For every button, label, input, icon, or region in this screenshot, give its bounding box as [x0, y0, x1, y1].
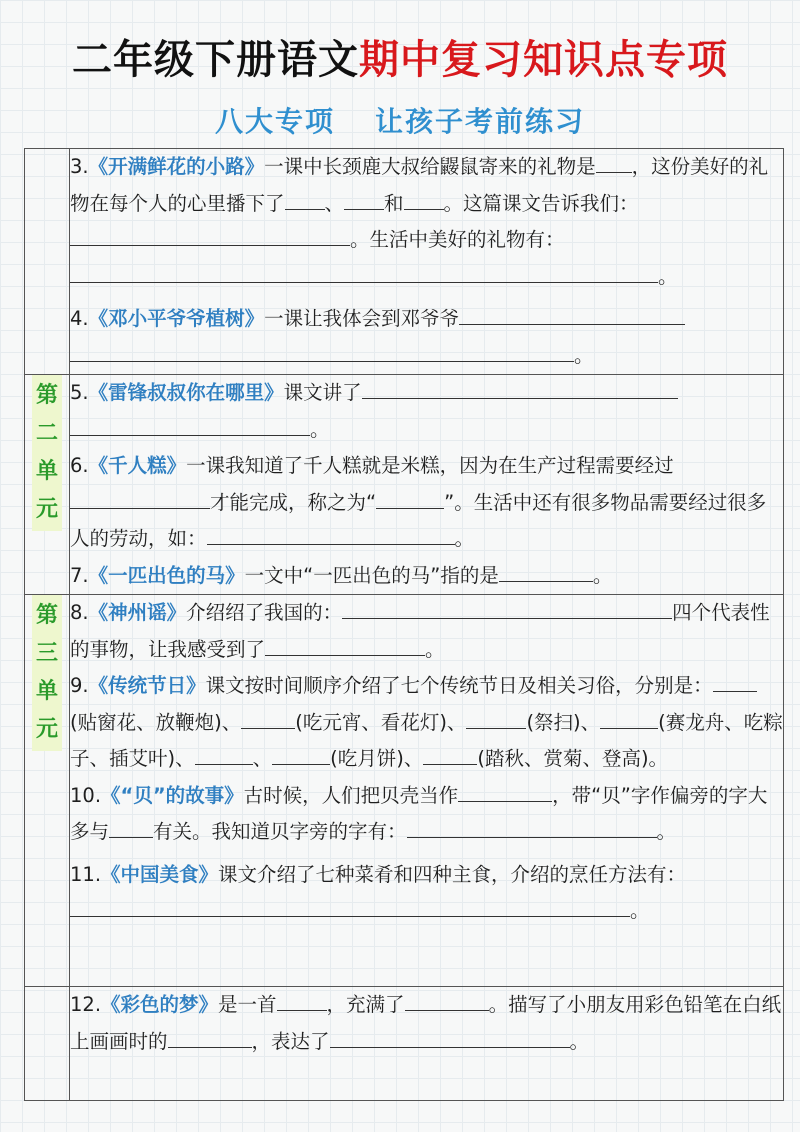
table-row [25, 595, 784, 987]
answer-blank[interactable] [272, 742, 330, 765]
question-text: (吃元宵、看花灯)、 [295, 710, 467, 734]
page-title [0, 28, 800, 85]
content-cell [70, 595, 784, 987]
answer-blank[interactable] [458, 779, 552, 802]
answer-blank[interactable] [344, 187, 384, 210]
question-text: 。 [454, 527, 475, 550]
answer-blank[interactable] [109, 815, 153, 838]
answer-blank[interactable] [362, 376, 678, 399]
content-cell [70, 375, 784, 595]
question-number: 12. [70, 993, 102, 1016]
lesson-title: 《彩色的梦》 [101, 993, 219, 1016]
answer-blank[interactable] [342, 596, 672, 619]
question-number: 5. [70, 381, 89, 404]
lesson-title: 《神州谣》 [88, 601, 187, 624]
question-text: 一课我知道了千人糕就是米糕，因为在生产过程需要经过 [186, 454, 674, 477]
question-text: 。 [574, 343, 594, 367]
lesson-title: 《开满鲜花的小路》 [88, 155, 265, 178]
answer-blank[interactable] [70, 223, 350, 246]
question-text: 四个代表性的事物，让我感受到了 [70, 601, 770, 661]
question-12 [70, 987, 783, 1060]
answer-blank[interactable] [405, 988, 489, 1011]
answer-blank[interactable] [407, 815, 487, 838]
question-text: 课文讲了 [283, 381, 362, 404]
answer-blank[interactable] [70, 894, 630, 917]
question-text: 。 [592, 563, 613, 587]
question-5 [70, 375, 783, 448]
content-cell [70, 987, 784, 1101]
answer-blank[interactable] [168, 1025, 252, 1048]
question-text: 。 [630, 899, 650, 922]
answer-blank[interactable] [459, 302, 685, 325]
answer-blank[interactable] [376, 486, 444, 509]
question-text: 。这篇课文告诉我们： [443, 191, 639, 215]
question-text: 一课中长颈鹿大叔给鼹鼠寄来的礼物是 [264, 155, 596, 178]
question-9 [70, 668, 783, 778]
question-text: (踏秋、赏菊、登高)。 [477, 747, 669, 770]
subtitle-part-2: 让孩子考前练习 [375, 105, 586, 138]
question-7 [70, 558, 783, 595]
question-text: 、 [252, 747, 273, 770]
question-number: 10. [70, 783, 102, 807]
table-row [25, 149, 784, 375]
answer-blank[interactable] [423, 742, 477, 765]
unit-label-3: 第 三 单 元 [32, 595, 62, 751]
question-number: 6. [70, 454, 89, 477]
question-text: ，带“贝”字作偏旁的字大多与 [70, 783, 768, 843]
question-text: 和 [384, 191, 404, 215]
answer-blank[interactable] [265, 633, 425, 656]
content-cell [70, 149, 784, 375]
question-text: (祭扫)、 [526, 710, 601, 734]
answer-blank[interactable] [499, 559, 593, 582]
answer-blank[interactable] [207, 522, 455, 545]
unit-cell-2 [25, 375, 70, 595]
title-grade: 二年级下册语文 [72, 37, 359, 83]
lesson-title: 《中国美食》 [101, 862, 219, 886]
answer-blank[interactable] [241, 706, 295, 729]
answer-blank[interactable] [285, 187, 325, 210]
lesson-title: 《千人糕》 [88, 454, 187, 477]
question-10 [70, 778, 783, 851]
question-text: ，这份美好的礼物在每个人的心里播下了 [70, 155, 769, 215]
question-text: 。 [658, 264, 678, 288]
question-3 [70, 149, 783, 295]
answer-blank[interactable] [277, 988, 327, 1011]
question-text: 才能完成，称之为“ [210, 490, 377, 514]
subtitle-part-1: 八大专项 [214, 105, 335, 138]
answer-blank[interactable] [70, 413, 310, 436]
question-text: (贴窗花、放鞭炮)、 [70, 710, 242, 734]
answer-blank[interactable] [713, 669, 757, 692]
unit-cell-empty [25, 987, 70, 1101]
question-number: 4. [70, 307, 89, 330]
answer-blank[interactable] [596, 150, 632, 173]
answer-blank[interactable] [600, 706, 658, 729]
question-text: 。生活中美好的礼物有： [350, 228, 565, 251]
table-row [25, 375, 784, 595]
worksheet-table [24, 148, 784, 1101]
title-topic: 期中复习知识点专项 [359, 37, 728, 83]
question-text: 有关。我知道贝字旁的字有： [153, 820, 407, 843]
question-text: 。 [656, 820, 677, 843]
page-subtitle [0, 100, 800, 140]
answer-blank[interactable] [330, 1025, 450, 1048]
question-text: 课文按时间顺序介绍了七个传统节日及相关习俗，分别是： [205, 674, 713, 697]
question-text: 。描写了小朋友用彩色铅笔在白纸上画画时的 [70, 993, 782, 1053]
lesson-title: 《雷锋叔叔你在哪里》 [88, 381, 284, 404]
lesson-title: 《邓小平爷爷植树》 [88, 307, 265, 330]
answer-blank[interactable] [70, 486, 210, 509]
question-text: ，表达了 [251, 1029, 330, 1053]
question-6 [70, 448, 783, 558]
table-row [25, 987, 784, 1101]
question-number: 7. [70, 563, 89, 587]
answer-blank[interactable] [466, 706, 526, 729]
question-text: 一文中“一匹出色的马”指的是 [244, 563, 499, 587]
question-text: 、 [324, 191, 345, 215]
question-text: 介绍绍了我国的： [186, 601, 343, 624]
question-text: 一课让我体会到邓爷爷 [264, 307, 460, 330]
question-11 [70, 857, 783, 930]
question-text: 。 [310, 417, 330, 441]
question-4 [70, 301, 783, 374]
unit-cell-empty [25, 149, 70, 375]
question-text: ，充满了 [326, 993, 405, 1016]
lesson-title: 《传统节日》 [88, 674, 206, 697]
question-text: 古时候，人们把贝壳当作 [243, 783, 459, 807]
unit-label-2: 第 二 单 元 [32, 375, 62, 531]
answer-blank[interactable] [195, 742, 253, 765]
question-text: (吃月饼)、 [330, 747, 424, 770]
unit-cell-3 [25, 595, 70, 987]
answer-blank[interactable] [404, 187, 444, 210]
question-text: ”。生活中还有很多物品需要经过很多人的劳动，如： [70, 490, 767, 550]
question-number: 9. [70, 674, 89, 697]
lesson-title: 《“贝”的故事》 [101, 783, 244, 807]
question-text: 。 [569, 1029, 590, 1053]
question-number: 11. [70, 862, 102, 886]
question-text: (赛龙舟、吃粽子、插艾叶)、 [70, 710, 783, 770]
question-8 [70, 595, 783, 668]
question-text: 是一首 [218, 993, 277, 1016]
lesson-title: 《一匹出色的马》 [88, 563, 245, 587]
answer-blank[interactable] [487, 815, 657, 838]
question-number: 3. [70, 155, 89, 178]
question-number: 8. [70, 601, 89, 624]
answer-blank[interactable] [70, 260, 658, 283]
answer-blank[interactable] [450, 1025, 570, 1048]
answer-blank[interactable] [70, 339, 574, 362]
question-text: 。 [425, 637, 445, 661]
question-text: 课文介绍了七种菜肴和四种主食，介绍的烹任方法有： [218, 862, 687, 886]
